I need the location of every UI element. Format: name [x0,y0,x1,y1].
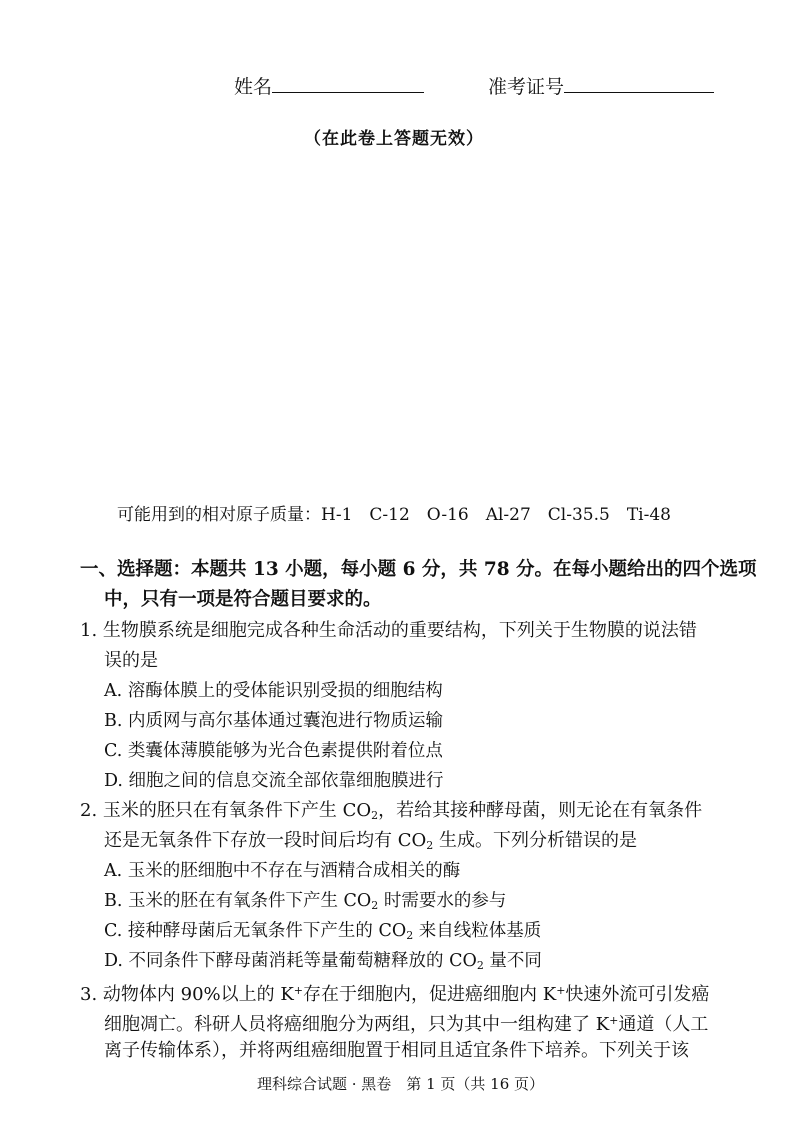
question-3-stem-line3: 离子传输体系），并将两组癌细胞置于相同且适宜条件下培养。下列关于该 [104,1040,689,1061]
section-heading-line1: 一、选择题：本题共 13 小题，每小题 6 分，共 78 分。在每小题给出的四个选项 [80,559,757,580]
subscript: 2 [371,899,379,912]
exam-id-underline[interactable] [564,76,714,93]
question-1-stem-line1: 1. 生物膜系统是细胞完成各种生命活动的重要结构，下列关于生物膜的说法错 [80,620,697,641]
question-3-stem-line1 [80,976,709,1010]
subscript: 2 [371,809,379,822]
q2-d-text: D. 不同条件下酵母菌消耗等量葡萄糖释放的 CO [104,951,477,971]
superscript: + [293,984,304,997]
name-field-row [234,72,424,99]
question-3-stem-line2 [104,1006,708,1040]
exam-id-label: 准考证号 [488,76,565,98]
page-footer: 理科综合试题 · 黑卷 第 1 页（共 16 页） [257,1075,545,1093]
question-1-stem-line2: 误的是 [104,650,158,671]
q2-d-text: 量不同 [483,951,542,971]
question-2-option-a: A. 玉米的胚细胞中不存在与酒精合成相关的酶 [104,861,461,881]
q2-c-text: C. 接种酵母菌后无氧条件下产生的 CO [104,921,407,941]
subscript: 2 [406,929,414,942]
name-label: 姓名 [234,76,273,98]
q2-b-text: B. 玉米的胚在有氧条件下产生 CO [104,891,372,911]
q3-text: 3. 动物体内 90%以上的 K [80,984,294,1005]
q2-text: ，若给其接种酵母菌，则无论在有氧条件 [378,800,703,821]
q2-c-text: 来自线粒体基质 [413,921,542,941]
superscript: + [556,984,566,997]
answer-invalid-notice: （在此卷上答题无效） [304,129,484,149]
q3-text: 快速外流可引发癌 [565,984,710,1005]
question-1-option-a: A. 溶酶体膜上的受体能识别受损的细胞结构 [104,681,443,701]
exam-id-field-row [488,72,714,99]
q3-text: 存在于细胞内，促进癌细胞内 K [303,984,557,1005]
q2-text: 还是无氧条件下存放一段时间后均有 CO [104,830,427,851]
superscript: + [609,1014,619,1027]
q2-b-text: 时需要水的参与 [378,891,507,911]
q3-text: 细胞凋亡。科研人员将癌细胞分为两组，只为其中一组构建了 K [104,1014,610,1035]
q2-text: 2. 玉米的胚只在有氧条件下产生 CO [80,800,372,821]
name-underline[interactable] [272,76,424,93]
question-1-option-c: C. 类囊体薄膜能够为光合色素提供附着位点 [104,741,443,761]
question-1-option-b: B. 内质网与高尔基体通过囊泡进行物质运输 [104,711,443,731]
q3-text: 通道（人工 [618,1014,709,1035]
subscript: 2 [426,839,434,852]
section-heading-line2: 中，只有一项是符合题目要求的。 [104,589,382,610]
question-1-option-d: D. 细胞之间的信息交流全部依靠细胞膜进行 [104,771,444,791]
subscript: 2 [476,959,484,972]
atomic-masses: 可能用到的相对原子质量：H-1 C-12 O-16 Al-27 Cl-35.5 Ti-48 [117,505,671,525]
q2-text: 生成。下列分析错误的是 [433,830,637,851]
